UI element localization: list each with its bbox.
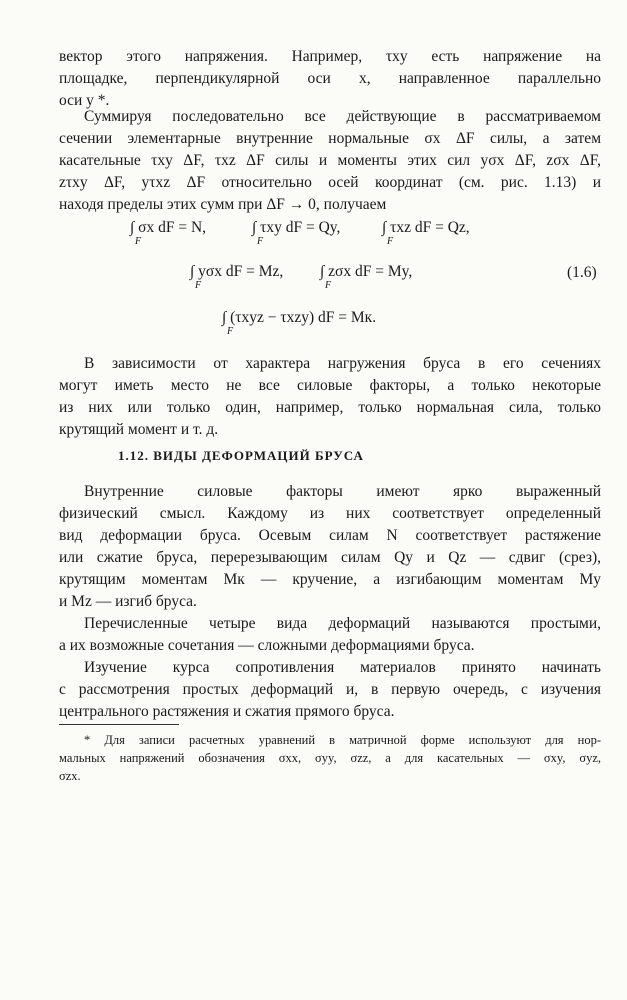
footnote-line: мальных напряжений обозначения σxx, σyy, σzz, а для касательных — σxy, σyz, — [59, 751, 601, 765]
text-line: площадке, перпендикулярной оси x, направленное параллельно — [59, 70, 601, 87]
text-line: а их возможные сочетания — сложными деформациями бруса. — [59, 637, 475, 654]
footnote-rule — [59, 724, 179, 725]
integral-limit: F — [325, 280, 332, 291]
text-line: крутящий момент и т. д. — [59, 421, 219, 438]
text-line: Перечисленные четыре вида деформаций называются простыми, — [84, 615, 601, 632]
equation: ∫ (τxyz − τxzy) dF = Mк. — [222, 309, 377, 326]
text-line: Суммируя последовательно все действующие в рассматриваемом — [84, 108, 601, 125]
section-heading: 1.12. ВИДЫ ДЕФОРМАЦИЙ БРУСА — [118, 448, 364, 463]
text-line: с рассмотрения простых деформаций и, в первую очередь, с изучения — [59, 681, 601, 698]
integral-limit: F — [257, 236, 264, 247]
integral-limit: F — [227, 326, 234, 337]
text-line: центрального растяжения и сжатия прямого бруса. — [59, 703, 395, 720]
footnote-line: * Для записи расчетных уравнений в матричной форме используют для нор- — [84, 733, 601, 747]
integral-limit: F — [195, 280, 202, 291]
equation: ∫ τxz dF = Qz, — [382, 219, 470, 236]
text-line: из них или только один, например, только нормальная сила, только — [59, 399, 601, 416]
text-line: вид деформации бруса. Осевым силам N соответствует растяжение — [59, 527, 601, 544]
text-line: физический смысл. Каждому из них соответствует определенный — [59, 505, 601, 522]
text-line: сечении элементарные внутренние нормальные σx ΔF силы, а затем — [59, 130, 601, 147]
equation: ∫ yσx dF = Mz, — [190, 263, 284, 280]
text-line: оси y *. — [59, 92, 110, 109]
text-line: Внутренние силовые факторы имеют ярко выраженный — [84, 483, 601, 500]
text-line: и Mz — изгиб бруса. — [59, 593, 197, 610]
text-line: крутящим моментам Mк — кручение, а изгибающим моментам My — [59, 571, 601, 588]
text-line: Изучение курса сопротивления материалов принято начинать — [84, 659, 601, 676]
text-line: вектор этого напряжения. Например, τxy есть напряжение на — [59, 48, 601, 65]
equation: ∫ zσx dF = My, — [320, 263, 413, 280]
footnote-line: σzx. — [59, 769, 81, 783]
text-line: касательные τxy ΔF, τxz ΔF силы и моменты этих сил yσx ΔF, zσx ΔF, — [59, 152, 601, 169]
equation: ∫ τxy dF = Qy, — [252, 219, 341, 236]
text-line: zτxy ΔF, yτxz ΔF относительно осей координат (см. рис. 1.13) и — [59, 174, 601, 191]
text-line: или сжатие бруса, перерезывающим силам Qy и Qz — сдвиг (срез), — [59, 549, 601, 566]
integral-limit: F — [387, 236, 394, 247]
text-line: В зависимости от характера нагружения бруса в его сечениях — [84, 355, 601, 372]
text-line: находя пределы этих сумм при ΔF → 0, получаем — [59, 196, 387, 213]
equation-number: (1.6) — [567, 264, 597, 281]
text-line: могут иметь место не все силовые факторы, а только некоторые — [59, 377, 601, 394]
equation: ∫ σx dF = N, — [130, 219, 207, 236]
integral-limit: F — [135, 236, 142, 247]
